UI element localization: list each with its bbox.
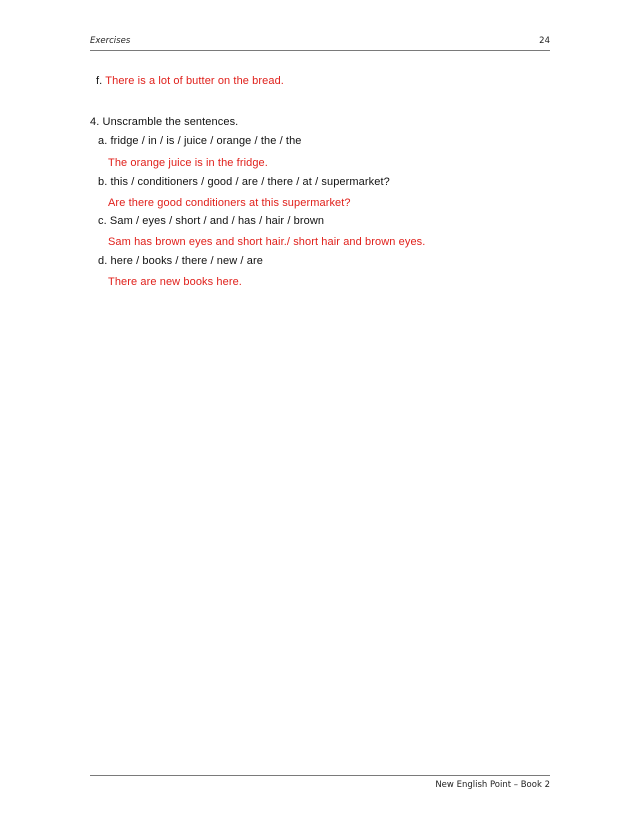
footer-book-title: New English Point – Book 2 bbox=[435, 780, 550, 790]
item-b-answer: Are there good conditioners at this supermarket? bbox=[108, 197, 351, 209]
header-section-title: Exercises bbox=[90, 36, 131, 46]
page-header bbox=[90, 36, 550, 51]
item-f-answer: There is a lot of butter on the bread. bbox=[105, 75, 284, 87]
item-a-answer: The orange juice is in the fridge. bbox=[108, 157, 268, 169]
item-d-answer: There are new books here. bbox=[108, 276, 242, 288]
item-a-prompt: a. fridge / in / is / juice / orange / the / the bbox=[98, 135, 302, 147]
item-b-prompt: b. this / conditioners / good / are / there / at / supermarket? bbox=[98, 176, 390, 188]
header-page-number: 24 bbox=[539, 36, 550, 46]
exercise-4-title: 4. Unscramble the sentences. bbox=[90, 116, 239, 128]
page-footer bbox=[90, 775, 550, 790]
item-d-prompt: d. here / books / there / new / are bbox=[98, 255, 263, 267]
item-f-label: f. bbox=[96, 75, 103, 87]
item-f bbox=[96, 75, 284, 87]
item-c-prompt: c. Sam / eyes / short / and / has / hair / brown bbox=[98, 215, 325, 227]
item-c-answer: Sam has brown eyes and short hair./ short hair and brown eyes. bbox=[108, 236, 426, 248]
